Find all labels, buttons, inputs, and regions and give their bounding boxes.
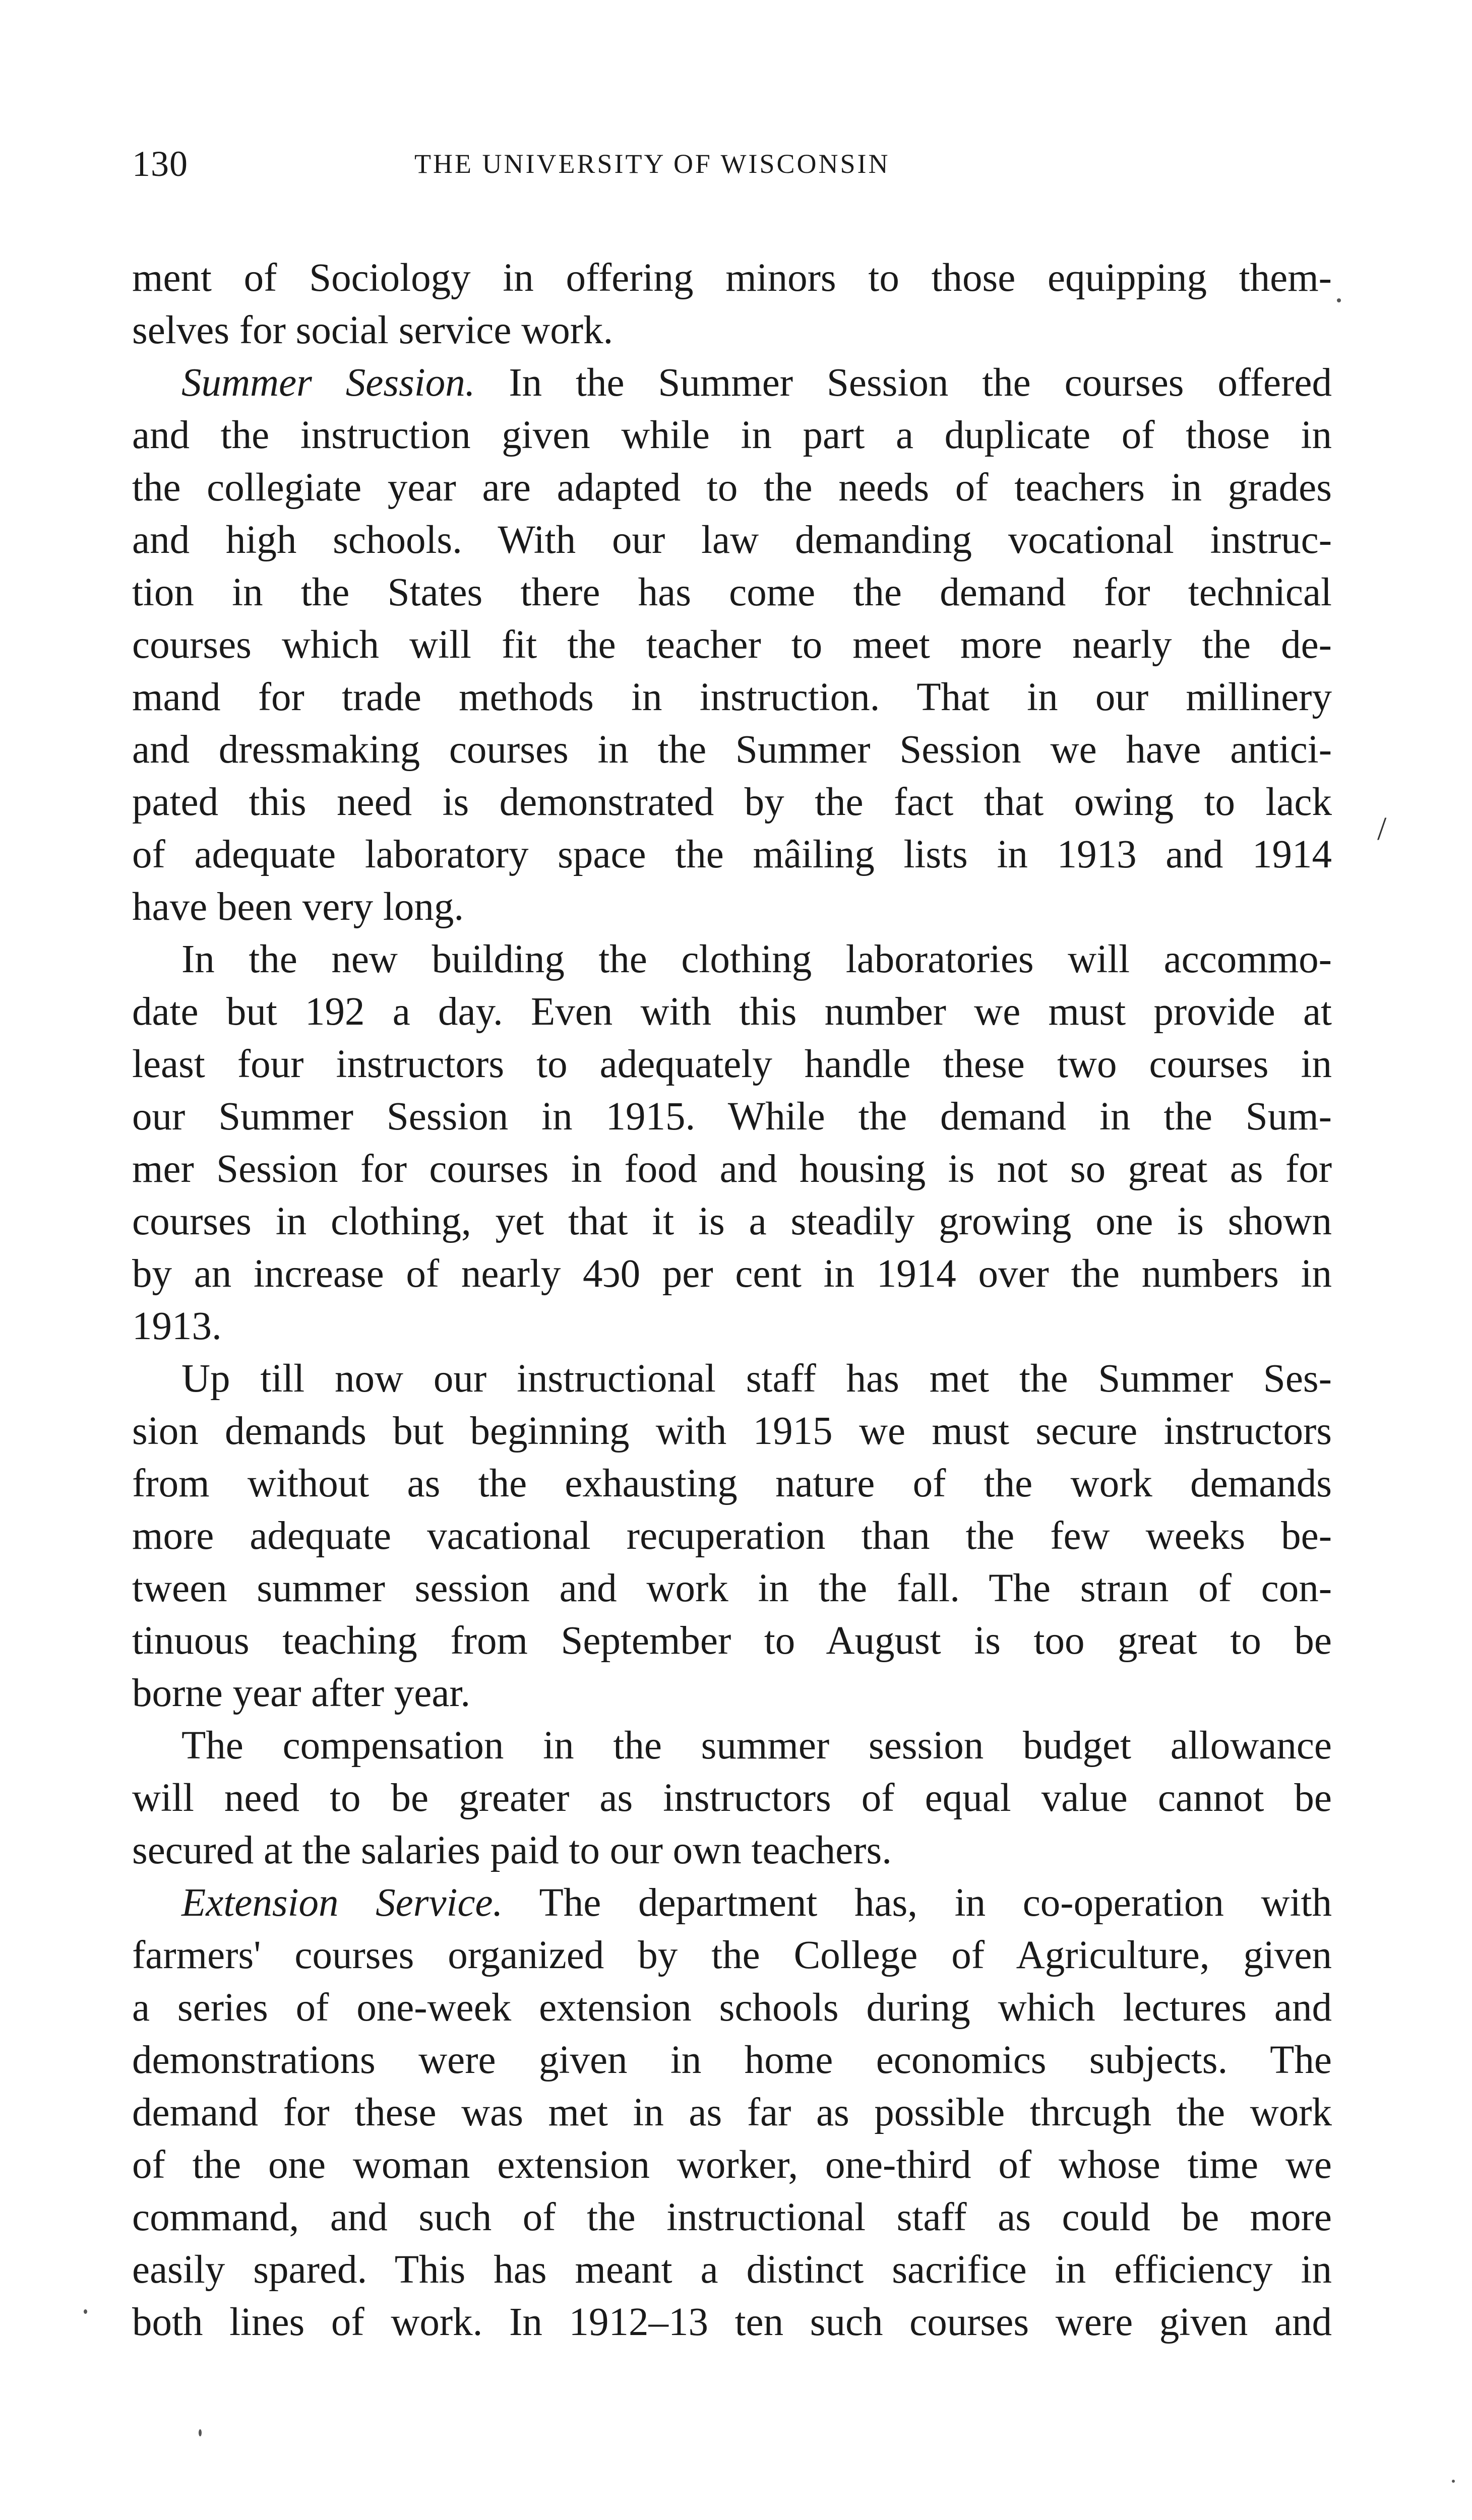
text-line: sion demands but beginning with 1915 we must secure instructors (132, 1409, 1332, 1453)
text-line: tinuous teaching from September to August is too great to be (132, 1619, 1332, 1663)
body-text (132, 252, 1332, 2349)
text-line-continuation: The department has, in co-operation with (503, 1881, 1332, 1925)
paragraph-summer-session (132, 357, 1332, 933)
text-line: will need to be greater as instructors of equal value cannot be (132, 1776, 1332, 1820)
paragraph-new-building (132, 933, 1332, 1353)
paragraph-compensation (132, 1720, 1332, 1877)
text-line: both lines of work. In 1912–13 ten such courses were given and (132, 2300, 1332, 2344)
page-number: 130 (132, 144, 188, 184)
text-line: the collegiate year are adapted to the needs of teachers in grades (132, 466, 1332, 510)
text-line: tion in the States there has come the demand for technical (132, 571, 1332, 614)
text-line (132, 357, 1332, 409)
text-line: of the one woman extension worker, one-third of whose time we (132, 2143, 1332, 2187)
text-line: Up till now our instructional staff has met the Summer Ses- (181, 1357, 1332, 1401)
text-line: have been very long. (132, 885, 464, 929)
runin-heading-extension-service: Extension Service. (181, 1881, 503, 1925)
runin-heading-summer-session: Summer Session. (181, 361, 475, 405)
running-head (132, 136, 1332, 192)
text-line: easily spared. This has meant a distinct sacrifice in efficiency in (132, 2248, 1332, 2292)
margin-pencil-mark: / (1377, 810, 1387, 847)
text-line: pated this need is demonstrated by the fact that owing to lack (132, 780, 1332, 824)
scan-speck (84, 2309, 87, 2314)
text-line: and dressmaking courses in the Summer Session we have antici- (132, 728, 1332, 772)
text-line: borne year after year. (132, 1671, 471, 1715)
text-line: ment of Sociology in offering minors to those equipping them- (132, 256, 1332, 300)
text-line: date but 192 a day. Even with this number we must provide at (132, 990, 1332, 1034)
text-line: by an increase of nearly 4ↄ0 per cent in 1914 over the numbers in (132, 1252, 1332, 1296)
text-line: from without as the exhausting nature of the work demands (132, 1462, 1332, 1505)
text-line (132, 1877, 1332, 1929)
text-line-continuation: In the Summer Session the courses offered (475, 361, 1332, 405)
text-line: 1913. (132, 1304, 222, 1348)
text-line: more adequate vacational recuperation than the few weeks be- (132, 1514, 1332, 1558)
text-line: our Summer Session in 1915. While the demand in the Sum- (132, 1095, 1332, 1139)
paragraph-extension-service (132, 1877, 1332, 2349)
paragraph-instructional-staff (132, 1353, 1332, 1720)
text-line: secured at the salaries paid to our own teachers. (132, 1829, 892, 1872)
text-line: a series of one-week extension schools during which lectures and (132, 1986, 1332, 2030)
text-line: In the new building the clothing laboratories will accommo- (181, 937, 1332, 981)
text-line: tween summer session and work in the fall. The straın of con- (132, 1566, 1332, 1610)
text-line: demonstrations were given in home economics subjects. The (132, 2038, 1332, 2082)
paragraph-sociology-continuation (132, 252, 1332, 357)
running-title: THE UNIVERSITY OF WISCONSIN (414, 149, 890, 179)
text-line: farmers' courses organized by the College of Agriculture, given (132, 1933, 1332, 1977)
text-line: selves for social service work. (132, 308, 614, 352)
text-line: and the instruction given while in part a duplicate of those in (132, 413, 1332, 457)
text-line: mer Session for courses in food and housing is not so great as for (132, 1147, 1332, 1191)
scan-speck (199, 2429, 202, 2436)
text-line: courses which will fit the teacher to meet more nearly the de- (132, 623, 1332, 667)
text-line: command, and such of the instructional staff as could be more (132, 2195, 1332, 2239)
text-line: mand for trade methods in instruction. That in our millinery (132, 675, 1332, 719)
text-line: of adequate laboratory space the mâiling lists in 1913 and 1914 (132, 833, 1332, 876)
text-line: courses in clothing, yet that it is a steadily growing one is shown (132, 1200, 1332, 1243)
scan-speck (1452, 2480, 1455, 2483)
text-line: and high schools. With our law demanding vocational instruc- (132, 518, 1332, 562)
scan-speck (1337, 298, 1341, 302)
text-line: demand for these was met in as far as possible thrcugh the work (132, 2091, 1332, 2134)
text-line: The compensation in the summer session budget allowance (181, 1724, 1332, 1768)
text-line: least four instructors to adequately handle these two courses in (132, 1042, 1332, 1086)
